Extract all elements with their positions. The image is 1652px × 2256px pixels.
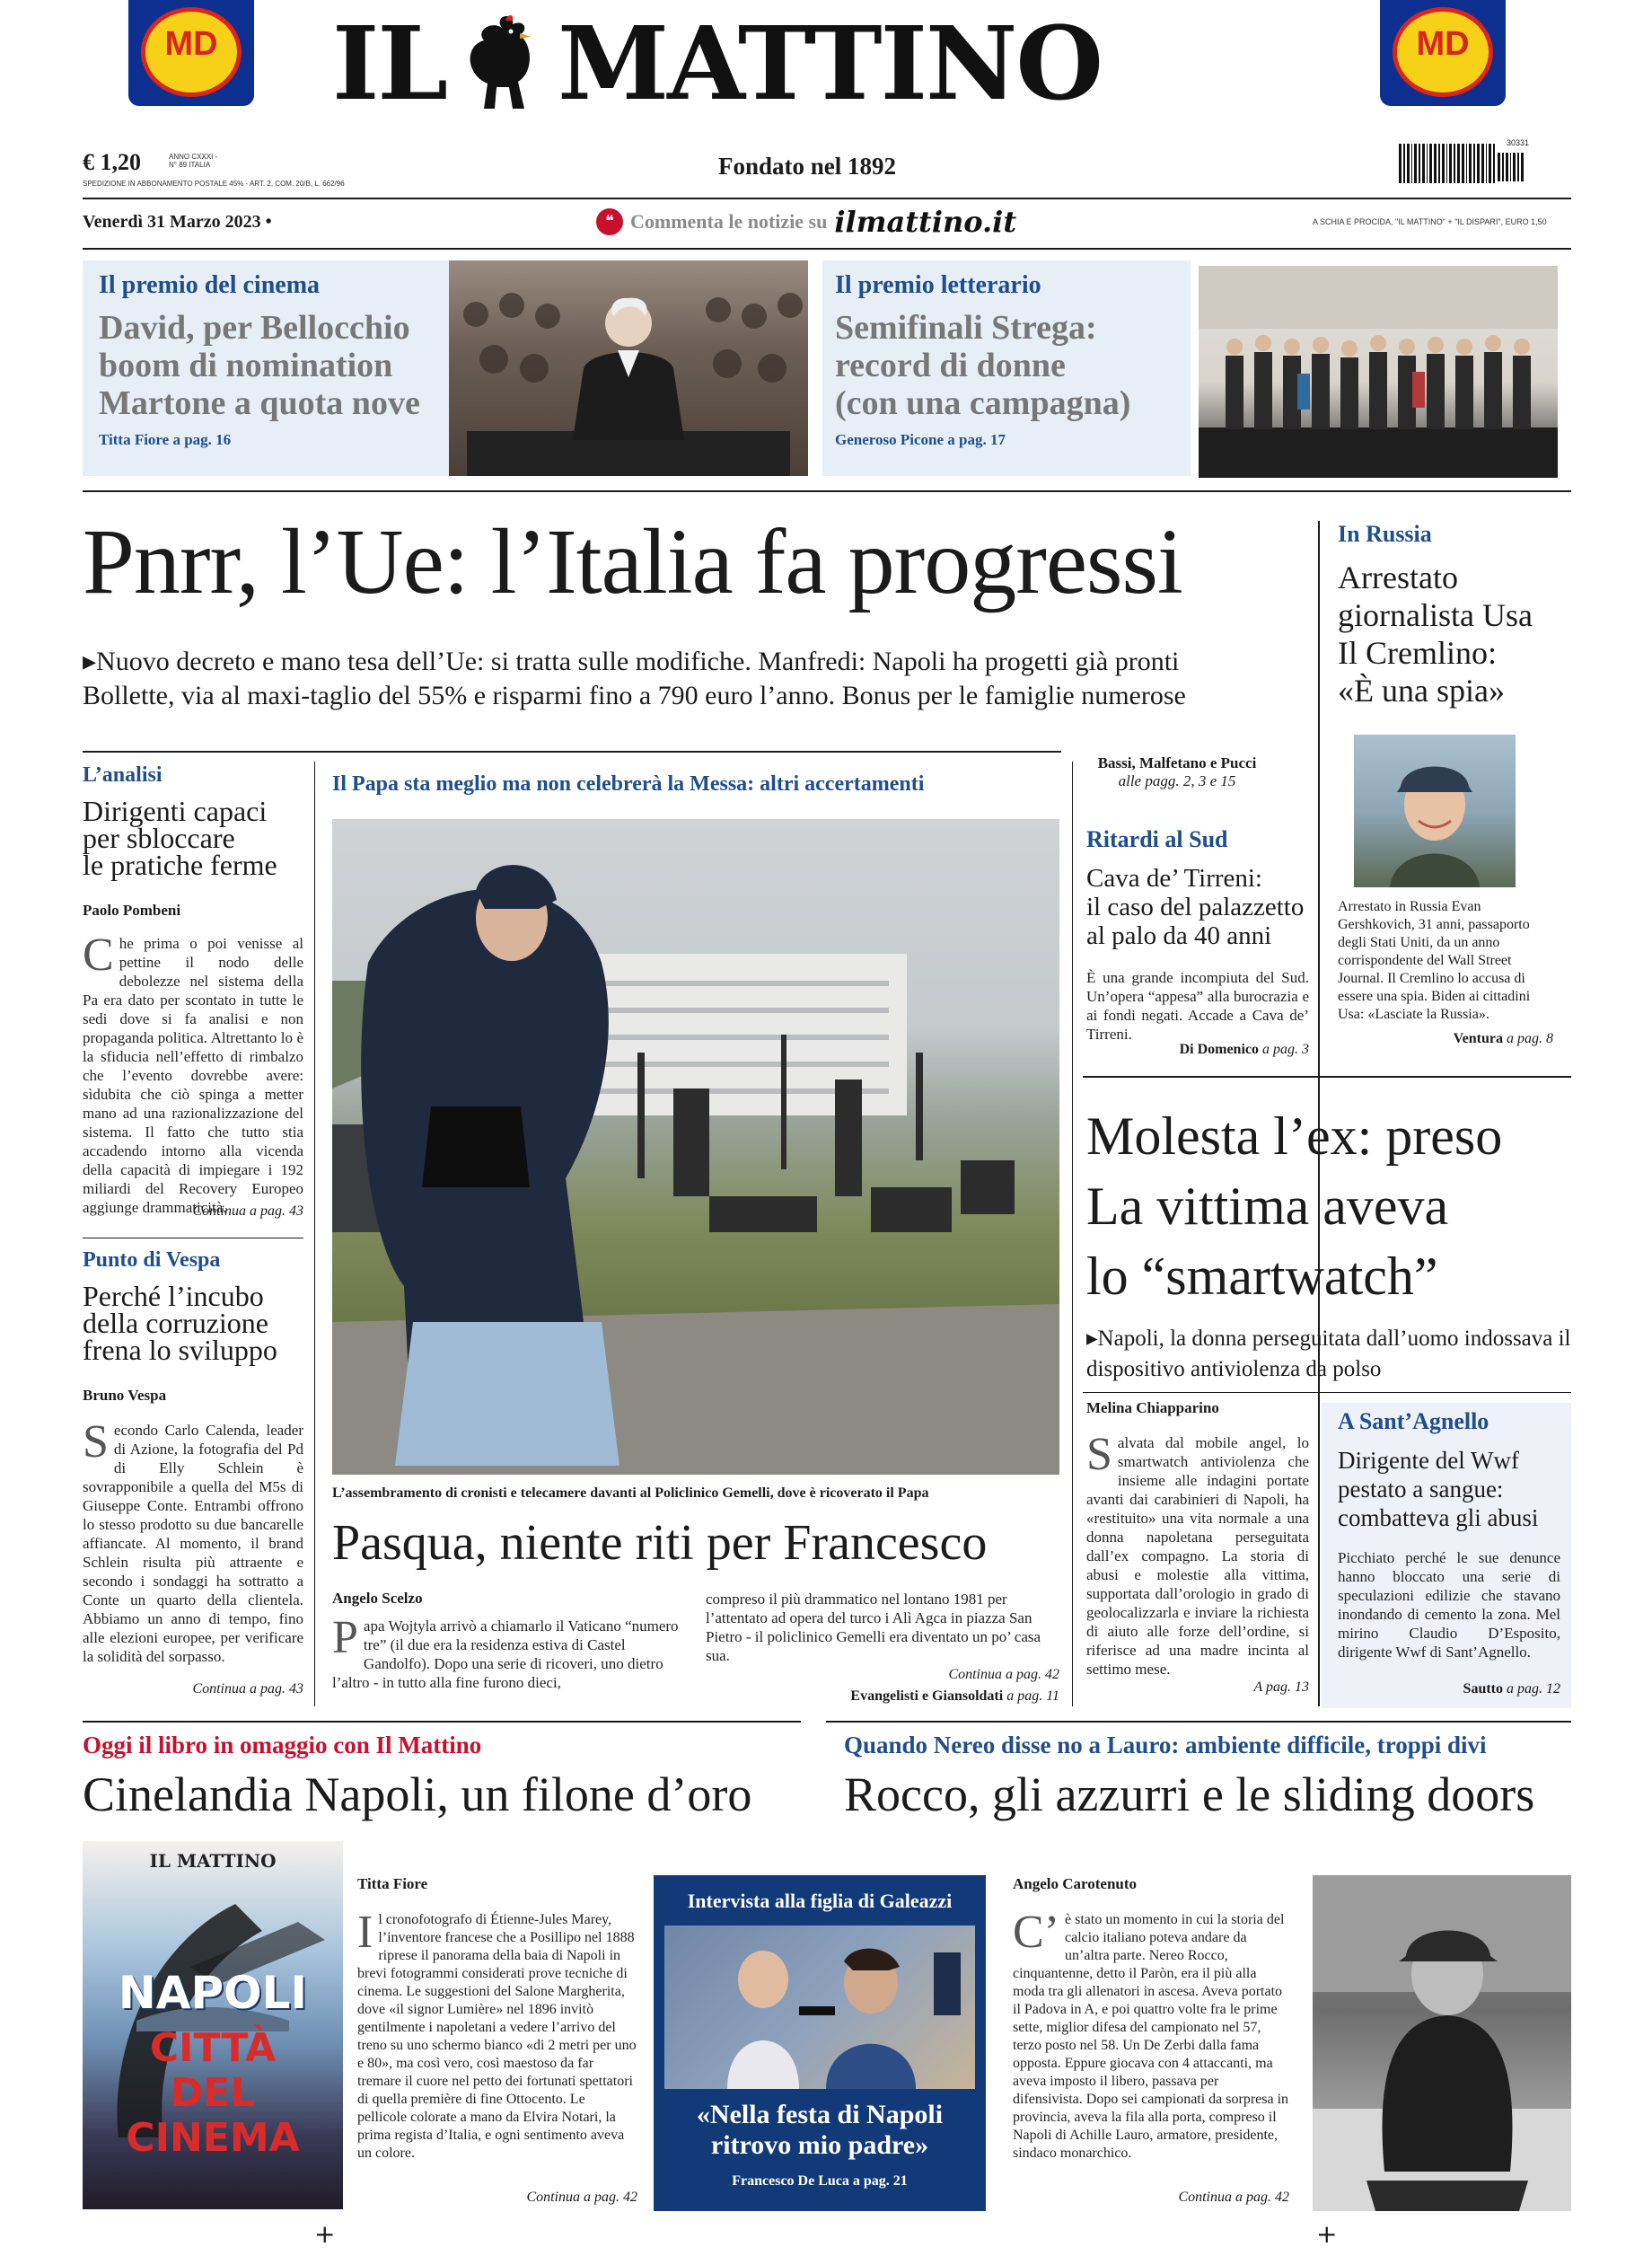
sud-headline-line: il caso del palazzetto	[1086, 893, 1305, 921]
bottom-rule-right	[826, 1721, 1571, 1723]
papa-body-col1	[332, 1612, 684, 1692]
russia-headline-line: Arrestato	[1338, 560, 1458, 595]
vespa-continue[interactable]: Continua a pag. 43	[192, 1681, 303, 1696]
main-authors	[1083, 754, 1271, 790]
analisi-headline-line: Dirigenti capaci	[83, 795, 268, 827]
barcode	[1399, 144, 1495, 183]
teaser-strega-headline-line: (con una campagna)	[835, 384, 1131, 422]
rocco-body	[1013, 1907, 1289, 2163]
agnello-ref	[1338, 1681, 1560, 1697]
teaser-cinema-headline-line: Martone a quota nove	[99, 384, 420, 422]
vespa-body	[83, 1416, 303, 1666]
libro-dropcap: I	[357, 1907, 373, 1958]
vespa-author: Bruno Vespa	[83, 1387, 167, 1404]
libro-body	[357, 1907, 637, 2163]
agnello-headline-line: pestato a sangue:	[1338, 1476, 1504, 1503]
russia-headline-line: Il Cremlino:	[1338, 635, 1497, 671]
book-cover-title-3: DEL	[170, 2070, 256, 2116]
molesta-text: alvata dal mobile angel, lo smartwatch antiviolenza che insieme alle indagini portate avanti dai carabinieri di Napoli, ha «restituito» una vita normale a una donna napoletana perseguitata dall’ex compagno. La storia di abusi e molestie alla vittima, supportata dall’orologio in grado di geolocalizzarla e inviare la richiesta di aiuto alle forze dell’ordine, si riferisce ad una madre incinta al settimo mese.	[1086, 1434, 1309, 1678]
agnello-kicker: A Sant’Agnello	[1338, 1408, 1489, 1434]
sud-headline-line: al palo da 40 anni	[1086, 921, 1272, 950]
papa-text-1: apa Wojtyla arrivò a chiamarlo il Vaticano “numero tre” (il due era la residenza estiva di Castel Gandolfo). Dopo una serie di ricoveri, uno dietro l’altro - in tutto alla fine furono dieci,	[332, 1617, 679, 1691]
agnello-ref-author: Sautto	[1463, 1681, 1503, 1696]
papa-dropcap: P	[332, 1612, 358, 1663]
analisi-body	[83, 930, 303, 1217]
papa-photo-caption: L’assembramento di cronisti e telecamere davanti al Policlinico Gemelli, dove è ricoverato il Papa	[332, 1485, 929, 1501]
barcode-number: 30331	[1507, 138, 1530, 147]
molesta-author: Melina Chiapparino	[1086, 1399, 1219, 1416]
interview-scene-graphic	[664, 1926, 975, 2089]
molesta-dropcap: S	[1086, 1429, 1112, 1480]
bottom-rule-left	[83, 1721, 801, 1723]
sud-ref	[1086, 1042, 1309, 1058]
finalists-group-graphic	[1199, 266, 1558, 478]
vespa-kicker: Punto di Vespa	[83, 1248, 221, 1272]
libro-continue[interactable]: Continua a pag. 42	[526, 2190, 637, 2205]
bellocchio-photo	[449, 260, 808, 476]
rooster-icon	[448, 10, 556, 118]
analisi-dropcap: C	[83, 930, 114, 981]
molesta-headline-line: Molesta l’ex: preso	[1086, 1106, 1503, 1166]
molesta-subhead: ▸Napoli, la donna perseguitata dall’uomo indossava il dispositivo antiviolenza da polso	[1086, 1326, 1571, 1381]
libro-author: Titta Fiore	[357, 1875, 428, 1892]
main-subhead-2: Bollette, via al maxi-taglio del 55% e risparmi fino a 790 euro l’anno. Bonus per le famiglie numerose	[83, 681, 1186, 710]
gemelli-photo	[332, 819, 1059, 1475]
founded-note: Fondato nel 1892	[718, 153, 897, 180]
rocco-kicker: Quando Nereo disse no a Lauro: ambiente difficile, troppi divi	[844, 1732, 1487, 1758]
date-text: Venerdì 31 Marzo 2023	[83, 212, 261, 232]
strega-finalists-photo	[1199, 266, 1558, 478]
comment-promo[interactable]	[596, 205, 1016, 239]
analisi-author: Paolo Pombeni	[83, 902, 181, 919]
photographers-crowd-graphic	[449, 260, 808, 476]
price: € 1,20	[83, 149, 141, 175]
russia-ref-author: Ventura	[1453, 1031, 1503, 1046]
agnello-headline[interactable]	[1338, 1446, 1562, 1532]
molesta-body	[1086, 1429, 1309, 1679]
crowd-scene-graphic	[332, 819, 1059, 1475]
molesta-headline-line: lo “smartwatch”	[1086, 1247, 1438, 1306]
comment-prefix: Commenta le notizie su	[630, 210, 828, 233]
main-headline[interactable]: Pnrr, l’Ue: l’Italia fa progressi	[83, 510, 1182, 613]
rocco-dropcap: C’	[1013, 1907, 1059, 1958]
masthead-title-right: MATTINO	[558, 4, 1102, 123]
interview-headline[interactable]	[664, 2100, 975, 2161]
analisi-headline-line: per sbloccare	[83, 822, 235, 854]
vespa-headline[interactable]	[83, 1280, 307, 1366]
analisi-continue[interactable]: Continua a pag. 43	[192, 1203, 303, 1219]
column-rule	[314, 762, 315, 1706]
libro-kicker: Oggi il libro in omaggio con Il Mattino	[83, 1732, 482, 1758]
agnello-headline-line: combatteva gli abusi	[1338, 1504, 1539, 1531]
interview-headline-line: «Nella festa di Napoli	[696, 2100, 944, 2129]
papa-ref-authors: Evangelisti e Giansoldati	[850, 1688, 1004, 1704]
sud-headline-line: Cava de’ Tirreni:	[1086, 864, 1262, 893]
date-bullet: •	[265, 212, 272, 232]
russia-kicker: In Russia	[1338, 521, 1432, 547]
papa-continue[interactable]: Continua a pag. 42	[948, 1667, 1059, 1682]
rocco-author: Angelo Carotenuto	[1013, 1875, 1138, 1892]
rocco-portrait-graphic	[1313, 1875, 1571, 2211]
sud-kicker: Ritardi al Sud	[1086, 826, 1228, 852]
papa-ref	[706, 1688, 1059, 1705]
vespa-headline-line: frena lo sviluppo	[83, 1334, 277, 1366]
teaser-strega-headline-line: record di donne	[835, 347, 1066, 384]
edition-date	[83, 212, 272, 233]
teaser-cinema-headline[interactable]	[99, 309, 420, 422]
russia-headline[interactable]	[1338, 559, 1533, 709]
portrait-graphic	[1354, 735, 1516, 887]
masthead-rule-bottom	[83, 248, 1571, 250]
analisi-headline-line: le pratiche ferme	[83, 849, 277, 881]
postal-info: SPEDIZIONE IN ABBONAMENTO POSTALE 45% - ART. 2, COM. 20/B, L. 662/96	[83, 180, 345, 188]
teaser-cinema-headline-line: David, per Bellocchio	[99, 309, 410, 347]
teaser-cinema-kicker: Il premio del cinema	[99, 271, 321, 299]
sud-rule	[1083, 1076, 1571, 1078]
sud-ref-page: a pag. 3	[1262, 1042, 1309, 1057]
galeazzi-photo	[664, 1926, 975, 2089]
book-cover-title-1: NAPOLI	[118, 1967, 308, 2019]
teaser-strega-headline-line: Semifinali Strega:	[835, 309, 1097, 347]
libro-headline[interactable]: Cinelandia Napoli, un filone d’oro	[83, 1767, 752, 1821]
teaser-strega-headline[interactable]	[835, 309, 1130, 422]
masthead-rule-top	[83, 198, 1571, 199]
main-authors-pages: alle pagg. 2, 3 e 15	[1118, 772, 1236, 789]
teaser-rule	[83, 490, 1571, 492]
papa-body-col2: compreso il più drammatico nel lontano 1981 per l’attentato ad opera del turco i Alì Agca in piazza San Pietro - il policlinico Gemelli era diventato un po’ casa sua.	[706, 1591, 1041, 1664]
russia-ref-page: a pag. 8	[1507, 1031, 1553, 1046]
book-cover-title-2: CITTÀ	[149, 2025, 277, 2071]
agnello-headline-line: Dirigente del Wwf	[1338, 1447, 1519, 1474]
molesta-ref[interactable]: A pag. 13	[1253, 1679, 1309, 1695]
column-rule	[1072, 762, 1073, 1706]
issue-info: ANNO CXXXI - N° 89 ITALIA	[169, 153, 218, 169]
md-logo-text: MD	[164, 25, 218, 63]
analisi-text: he prima o poi venisse al pettine il nodo delle debolezze nel sistema della Pa era dato per scontato in tutte le sedi dove si fa analisi e non propaganda politica. Altrettanto lo è la sfiducia nell’effetto di rimbalzo che l’evento dovrebbe avere: sìdubita che ciò spinga a metter mano ad una razionalizzazione del sistema. Il fatto che tutto stia accadendo intorno alla vicenda della capacità di impiegare i 192 miliardi del Recovery Europeo aggiunge drammaticità.	[83, 935, 303, 1216]
masthead-title[interactable]	[332, 5, 1320, 122]
sud-text: È una grande incompiuta del Sud. Un’opera “appesa” alla burocrazia e ai fondi negati. Accade a Cava de’ Tirreni.	[1086, 969, 1309, 1043]
ischia-notice: A SCHIA E PROCIDA, "IL MATTINO" + "IL DISPARI", EURO 1,50	[1313, 217, 1547, 226]
analisi-headline[interactable]	[83, 795, 307, 881]
md-logo-text: MD	[1416, 25, 1470, 63]
main-authors-names: Bassi, Malfetano e Pucci	[1097, 754, 1257, 771]
main-subhead-1: ▸Nuovo decreto e mano tesa dell’Ue: si tratta sulle modifiche. Manfredi: Napoli ha progetti già pronti	[83, 647, 1180, 676]
main-rule	[83, 751, 1061, 753]
interview-kicker: Intervista alla figlia di Galeazzi	[687, 1890, 953, 1912]
vespa-text: econdo Carlo Calenda, leader di Azione, la fotografia del Pd di Elly Schlein è sovrapponibile a quella del M5s di Giuseppe Conte. Entrambi offrono lo stesso prodotto su due bancarelle affiancate. Al momento, il brand Schlein risulta più attraente e secondo i sondaggi ha sottratto a Conte un quarto della clientela. Abbiamo un anno di tempo, fino alle elezioni europee, per verificare la solidità del sorpasso.	[83, 1422, 303, 1665]
papa-ref-page: a pag. 11	[1006, 1688, 1059, 1704]
book-cover-title-4: CINEMA	[126, 2115, 300, 2161]
comment-bubble-icon: ❝	[596, 208, 623, 235]
rocco-text: è stato un momento in cui la storia del calcio italiano poteva andare da un’altra parte. Nereo Rocco, cinquantenne, detto il Paròn, era il più alla moda tra gli allenatori in ascesa. Aveva portato il Padova in A, e poi quattro volte fra le prime sette, miglior difesa del campionato nel 57, terzo posto nel 58. Un De Zerbi dalla fama opposta. Eppure giocava con 4 attaccanti, ma aveva imposto il libero, passava per difensivista. Dopo sei campionati da sorpresa in provincia, aveva la fila alla porta, compreso il Napoli di Achille Lauro, armatore, presidente, sindaco monarchico.	[1013, 1912, 1289, 2161]
teaser-cinema-headline-line: boom di nomination	[99, 347, 393, 384]
registration-mark-right: +	[1316, 2219, 1338, 2249]
molesta-rule	[1083, 1392, 1571, 1393]
sud-headline[interactable]	[1086, 864, 1311, 950]
vespa-dropcap: S	[83, 1416, 109, 1467]
vespa-headline-line: Perché l’incubo	[83, 1280, 264, 1312]
vespa-headline-line: della corruzione	[83, 1307, 268, 1339]
molesta-headline-line: La vittima aveva	[1086, 1176, 1449, 1236]
interview-ref: Francesco De Luca a pag. 21	[732, 2173, 908, 2189]
russia-ref	[1338, 1031, 1553, 1047]
book-cover[interactable]	[83, 1841, 343, 2209]
md-advert-logo-right[interactable]	[1380, 0, 1506, 106]
russia-headline-line: giornalista Usa	[1338, 597, 1533, 633]
teaser-strega-ref: Generoso Picone a pag. 17	[835, 431, 1006, 448]
molesta-headline[interactable]	[1086, 1101, 1571, 1311]
sud-ref-author: Di Domenico	[1179, 1042, 1259, 1057]
md-advert-logo-left[interactable]	[128, 0, 254, 106]
interview-headline-line: ritrovo mio padre»	[710, 2130, 929, 2160]
teaser-cinema-ref: Titta Fiore a pag. 16	[99, 431, 232, 448]
rocco-continue[interactable]: Continua a pag. 42	[1178, 2190, 1289, 2205]
rocco-headline[interactable]: Rocco, gli azzurri e le sliding doors	[844, 1767, 1535, 1821]
papa-headline[interactable]: Pasqua, niente riti per Francesco	[332, 1515, 988, 1571]
russia-headline-line: «È una spia»	[1338, 673, 1505, 709]
libro-text: l cronofotografo di Étienne-Jules Marey, l’inventore francese che a Posillipo nel 1888 riprese il panorama della baia di Napoli in brevi fotogrammi considerati prove tecniche di cinema. Le suggestioni del Salone Margherita, dove «il signor Lumière» nel 1896 invitò gentilmente i napoletani a vedere l’arrivo del treno su uno schermo bianco «di 2 metri per uno e 80», ma così vero, così maestoso da far tremare il cuore nel petto dei fortunati spettatori di quella première di fine Ottocento. Le pellicole colorate a mano da Elvira Notari, la prima regista d’Italia, e ogni sentimento aveva un colore.	[357, 1912, 637, 2161]
gershkovich-photo	[1354, 735, 1516, 887]
agnello-ref-page: a pag. 12	[1507, 1681, 1560, 1696]
barcode-addon	[1498, 153, 1524, 181]
masthead-title-left: IL	[332, 4, 447, 123]
agnello-text: Picchiato perché le sue denunce hanno bloccato una serie di speculazioni edilizie che stavano inondando di cemento la zona. Mel mirino Claudio D’Esposito, dirigente Wwf di Sant’Agnello.	[1338, 1549, 1560, 1661]
russia-caption: Arrestato in Russia Evan Gershkovich, 31 anni, passaporto degli Stati Uniti, da un anno corrispondente del Wall Street Journal. Il Cremlino lo accusa di essere una spia. Biden ai cittadini Usa: «Lasciate la Russia».	[1338, 899, 1531, 1022]
teaser-strega-kicker: Il premio letterario	[835, 271, 1041, 299]
book-cover-logo: IL MATTINO	[149, 1850, 277, 1872]
site-link[interactable]: ilmattino.it	[834, 205, 1017, 239]
papa-author: Angelo Scelzo	[332, 1590, 423, 1607]
papa-kicker: Il Papa sta meglio ma non celebrerà la Messa: altri accertamenti	[332, 772, 925, 796]
registration-mark-left: +	[314, 2219, 336, 2249]
analisi-kicker: L’analisi	[83, 763, 163, 787]
rocco-photo	[1313, 1875, 1571, 2211]
